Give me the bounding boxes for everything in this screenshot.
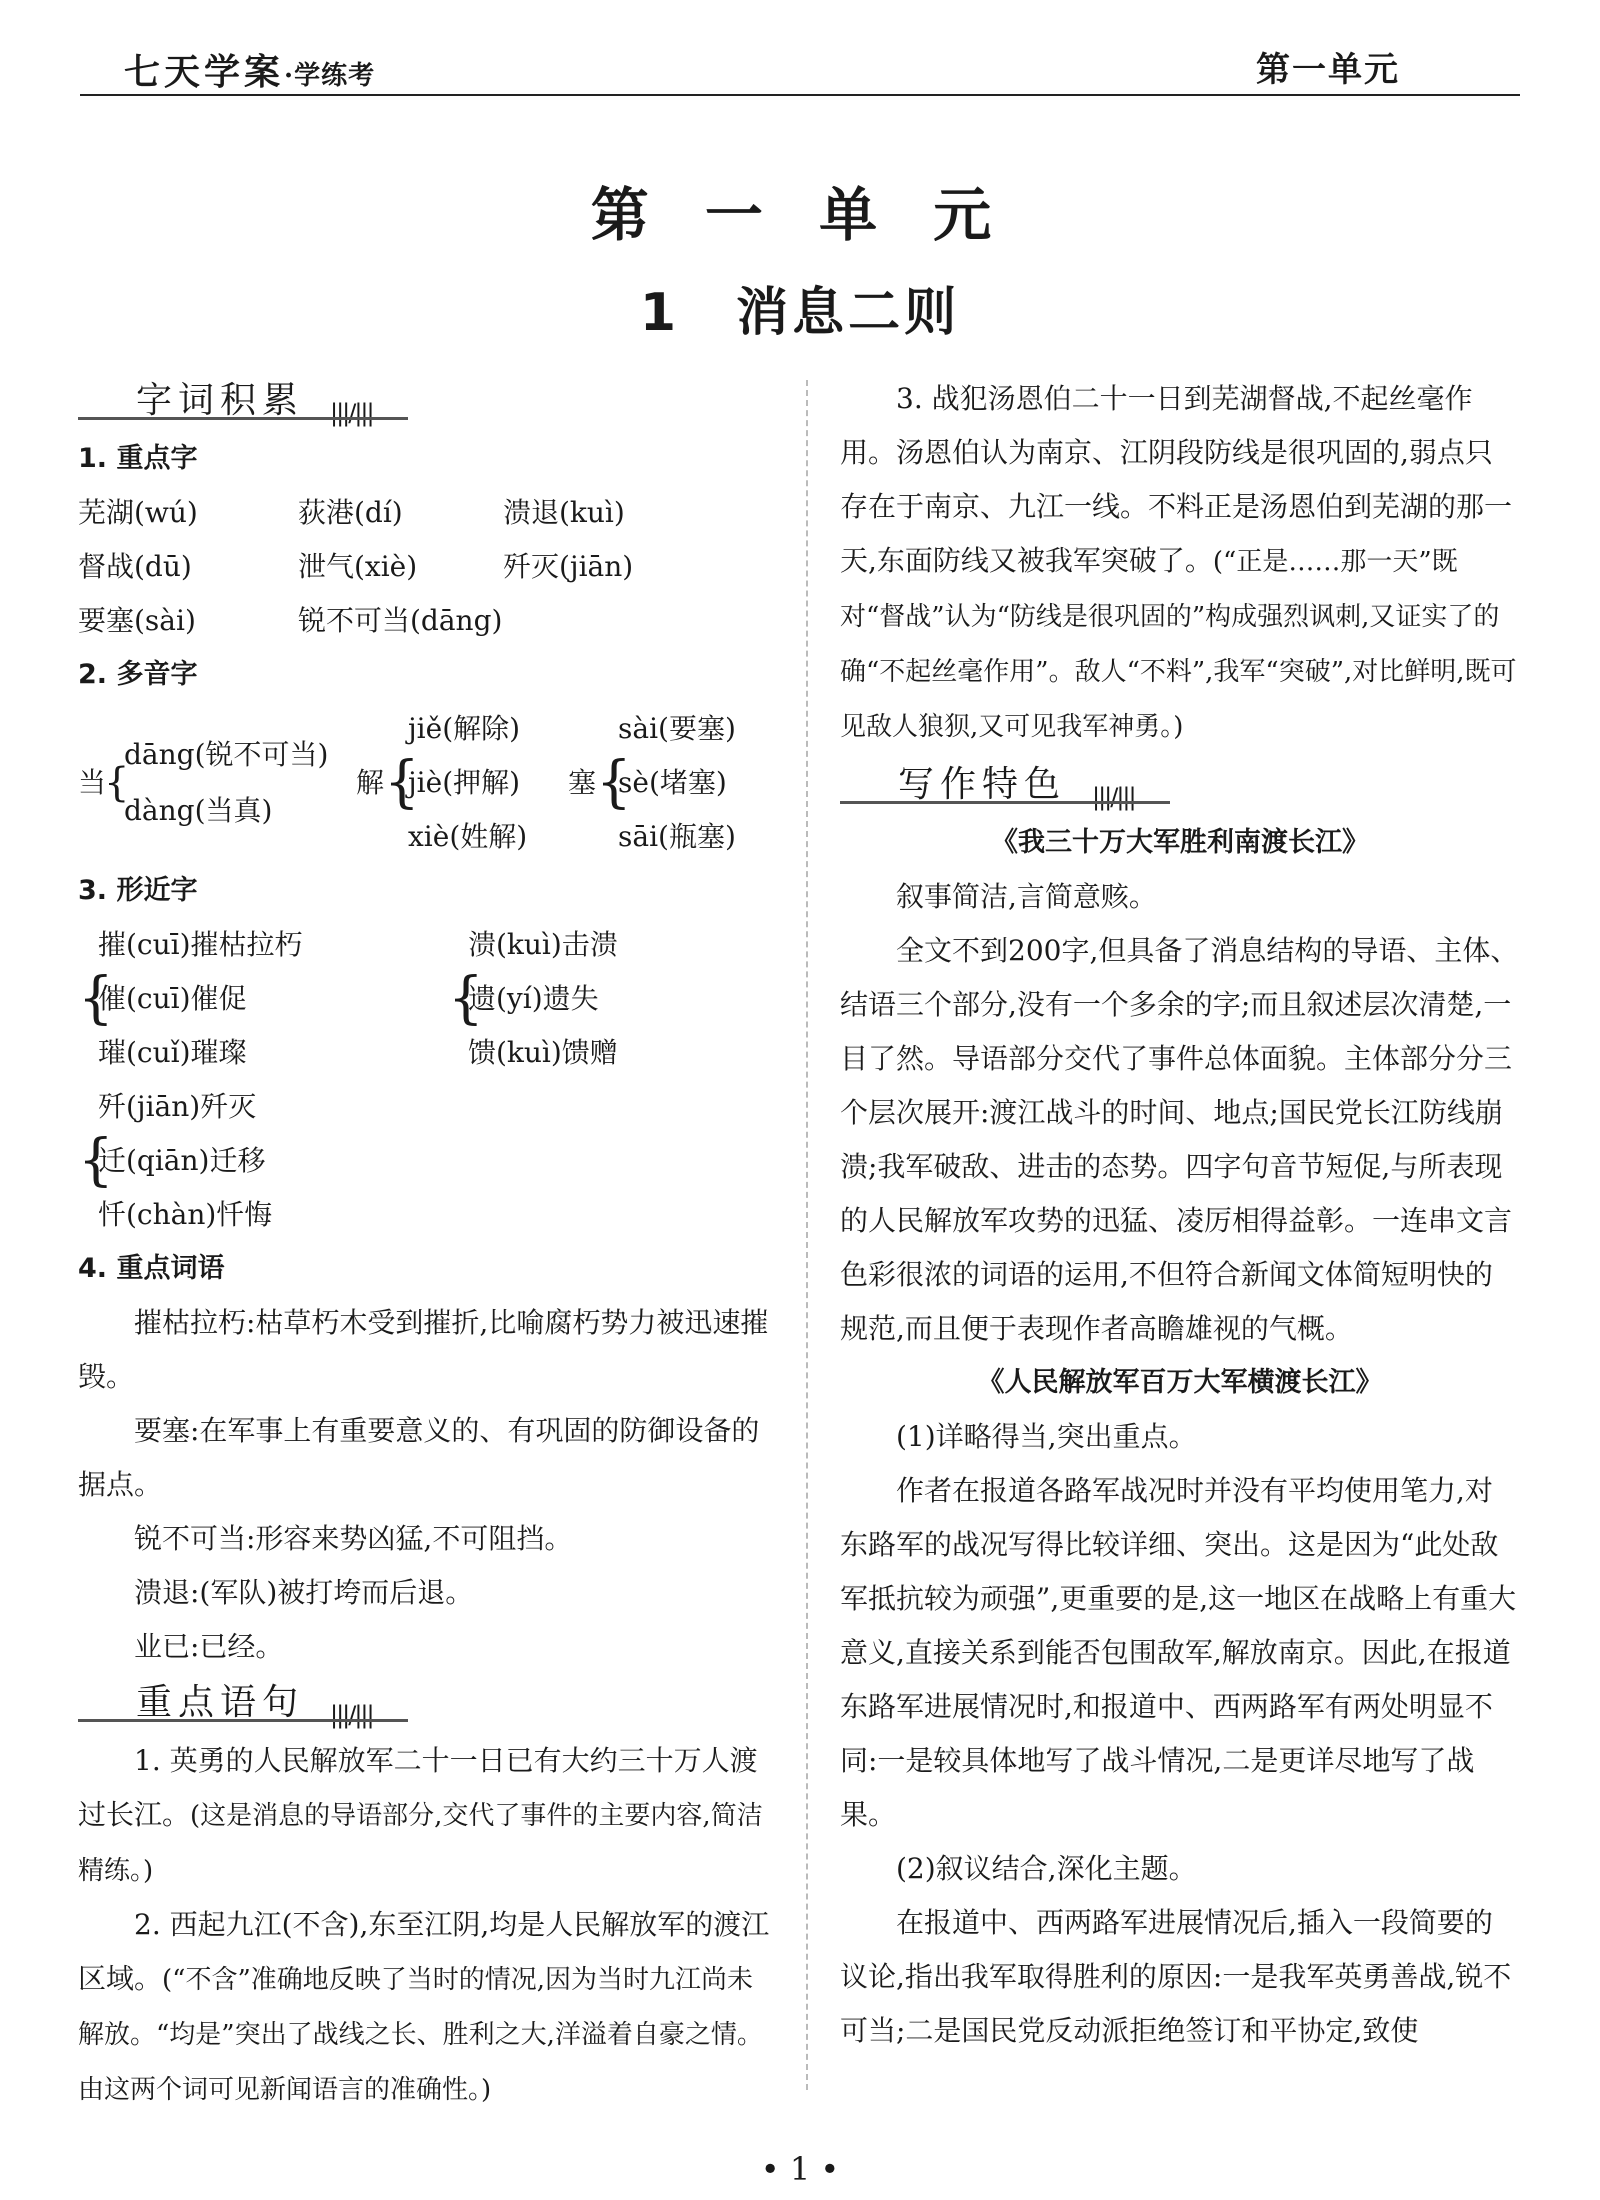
section-underline (78, 417, 408, 420)
section-title: 字词积累 (136, 380, 305, 421)
brace-icon: { (596, 750, 632, 815)
polyphone-block (78, 702, 778, 864)
sentence-note: (这是消息的导语部分,交代了事件的主要内容,简洁精练。) (78, 1801, 763, 1886)
similar-group (78, 1080, 778, 1242)
subheading-key-chars: 1. 重点字 (78, 443, 198, 474)
similar-char: 摧(cuī)摧枯拉朽 (98, 928, 303, 961)
keychar: 歼灭(jiān) (503, 550, 634, 583)
subheading-key-words: 4. 重点词语 (78, 1253, 225, 1284)
section-decoration: |||/||| (330, 399, 373, 427)
keychar-row (78, 486, 778, 540)
similar-char: 馈(kuì)馈赠 (468, 1036, 618, 1069)
word-definition: 业已:已经。 (134, 1630, 284, 1663)
keychar: 锐不可当(dāng) (298, 604, 503, 637)
book-name: 七天学案 (124, 51, 285, 93)
section-decoration: |||/||| (1092, 783, 1135, 811)
page-number: • 1 • (760, 2150, 840, 2188)
right-column (840, 372, 1520, 2058)
word-definition: 溃退:(军队)被打垮而后退。 (134, 1576, 474, 1609)
polyphone-reading: xiè(姓解) (408, 820, 528, 853)
word-definition: 要塞:在军事上有重要意义的、有巩固的防御设备的据点。 (78, 1414, 760, 1501)
polyphone-reading: dàng(当真) (124, 794, 273, 827)
left-column (78, 372, 778, 2117)
brace-icon: { (78, 966, 114, 1031)
polyphone-reading: sài(要塞) (618, 712, 736, 745)
similar-group (78, 918, 778, 1080)
keychar: 泄气(xiè) (298, 550, 418, 583)
similar-char: 溃(kuì)击溃 (468, 928, 618, 961)
book-subtitle: ·学练考 (284, 61, 376, 91)
polyphone-char: 塞 (568, 766, 597, 799)
similar-char: 忏(chàn)忏悔 (98, 1198, 273, 1231)
unit-title: 第 一 单 元 (590, 181, 1010, 249)
brace-icon: { (78, 1128, 114, 1193)
polyphone-char: 解 (356, 766, 385, 799)
keychar: 督战(dū) (78, 550, 192, 583)
word-definition: 摧枯拉朽:枯草朽木受到摧折,比喻腐朽势力被迅速摧毁。 (78, 1306, 769, 1393)
similar-char: 催(cuī)催促 (98, 982, 247, 1015)
page-header (80, 38, 1520, 96)
keychar: 芜湖(wú) (78, 496, 198, 529)
key-sentence (78, 1898, 778, 2117)
keychar-row (78, 540, 778, 594)
subheading-similar-chars: 3. 形近字 (78, 875, 198, 906)
section-header-key-sentences (78, 1674, 778, 1730)
brace-icon: { (104, 760, 130, 806)
key-sentence (840, 372, 1520, 754)
paragraph: 作者在报道各路军战况时并没有平均使用笔力,对东路军的战况写得比较详细、突出。这是因为“此处敌军抵抗较为顽强”,更重要的是,这一地区在战略上有重大意义,直接关系到能否包围敌军,解放南京。因此,在报道东路军进展情况时,和报道中、西两路军有两处明显不同:一是较具体地写了战斗情况,二是更详尽地写了战果。 (840, 1474, 1517, 1831)
paragraph: (2)叙议结合,深化主题。 (896, 1852, 1197, 1885)
paragraph: 全文不到200字,但具备了消息结构的导语、主体、结语三个部分,没有一个多余的字;而且叙述层次清楚,一目了然。导语部分交代了事件总体面貌。主体部分分三个层次展开:渡江战斗的时间、地点;国民党长江防线崩溃;我军破敌、进击的态势。四字句音节短促,与所表现的人民解放军攻势的迅猛、凌厉相得益彰。一连串文言色彩很浓的词语的运用,不但符合新闻文体简短明快的规范,而且便于表现作者高瞻雄视的气概。 (840, 934, 1519, 1345)
brace-icon: { (384, 750, 420, 815)
column-divider (806, 380, 808, 2090)
sentence-note: (“正是……那一天”既对“督战”认为“防线是很巩固的”构成强烈讽刺,又证实了的确“不起丝毫作用”。敌人“不料”,我军“突破”,对比鲜明,既可见敌人狼狈,又可见我军神勇。) (840, 547, 1517, 742)
section-title: 写作特色 (898, 764, 1067, 805)
section-underline (840, 801, 1170, 804)
word-definition: 锐不可当:形容来势凶猛,不可阻挡。 (134, 1522, 573, 1555)
paragraph: 在报道中、西两路军进展情况后,插入一段简要的议论,指出我军取得胜利的原因:一是我军英勇善战,锐不可当;二是国民党反动派拒绝签订和平协定,致使 (840, 1906, 1512, 2047)
header-unit: 第一单元 (1256, 50, 1400, 90)
sentence-text: 3. 战犯汤恩伯二十一日到芜湖督战,不起丝毫作用。汤恩伯认为南京、江阴段防线是很巩固的,弱点只存在于南京、九江一线。不料正是汤恩伯到芜湖的那一天,东面防线又被我军突破了。 (840, 382, 1513, 577)
sentence-text: 1. 英勇的人民解放军二十一日已有大约三十万人渡过长江。 (78, 1744, 758, 1831)
paragraph: 叙事简洁,言简意赅。 (896, 880, 1157, 913)
similar-char: 璀(cuǐ)璀璨 (98, 1036, 247, 1069)
section-header-writing (840, 756, 1520, 812)
subheading-polyphones: 2. 多音字 (78, 659, 198, 690)
polyphone-reading: jiě(解除) (408, 712, 521, 745)
section-underline (78, 1719, 408, 1722)
polyphone-reading: jiè(押解) (408, 766, 521, 799)
similar-char: 歼(jiān)歼灭 (98, 1090, 257, 1123)
section-header-vocab (78, 372, 778, 428)
keychar: 荻港(dí) (298, 496, 403, 529)
keychar: 要塞(sài) (78, 604, 196, 637)
article-title: 《我三十万大军胜利南渡长江》 (991, 827, 1369, 858)
keychar: 溃退(kuì) (503, 496, 625, 529)
keychar-row (78, 594, 778, 648)
similar-char: 迁(qiān)迁移 (98, 1144, 266, 1177)
book-title (124, 44, 375, 95)
brace-icon: { (448, 966, 484, 1031)
polyphone-reading: dāng(锐不可当) (124, 738, 329, 771)
article-title: 《人民解放军百万大军横渡长江》 (977, 1367, 1383, 1398)
key-sentence (78, 1734, 778, 1898)
section-decoration: |||/||| (330, 1701, 373, 1729)
polyphone-char: 当 (78, 766, 107, 799)
polyphone-reading: sè(堵塞) (618, 766, 727, 799)
polyphone-reading: sāi(瓶塞) (618, 820, 736, 853)
lesson-title: 1 消息二则 (639, 283, 961, 343)
sentence-text: 2. 西起九江(不含),东至江阴,均是人民解放军的渡江区域。 (78, 1908, 770, 1995)
paragraph: (1)详略得当,突出重点。 (896, 1420, 1197, 1453)
similar-char: 遗(yí)遗失 (468, 982, 599, 1015)
section-title: 重点语句 (136, 1682, 305, 1723)
sentence-note: (“不含”准确地反映了当时的情况,因为当时九江尚未解放。“均是”突出了战线之长、胜利之大,洋溢着自豪之情。由这两个词可见新闻语言的准确性。) (78, 1965, 763, 2105)
